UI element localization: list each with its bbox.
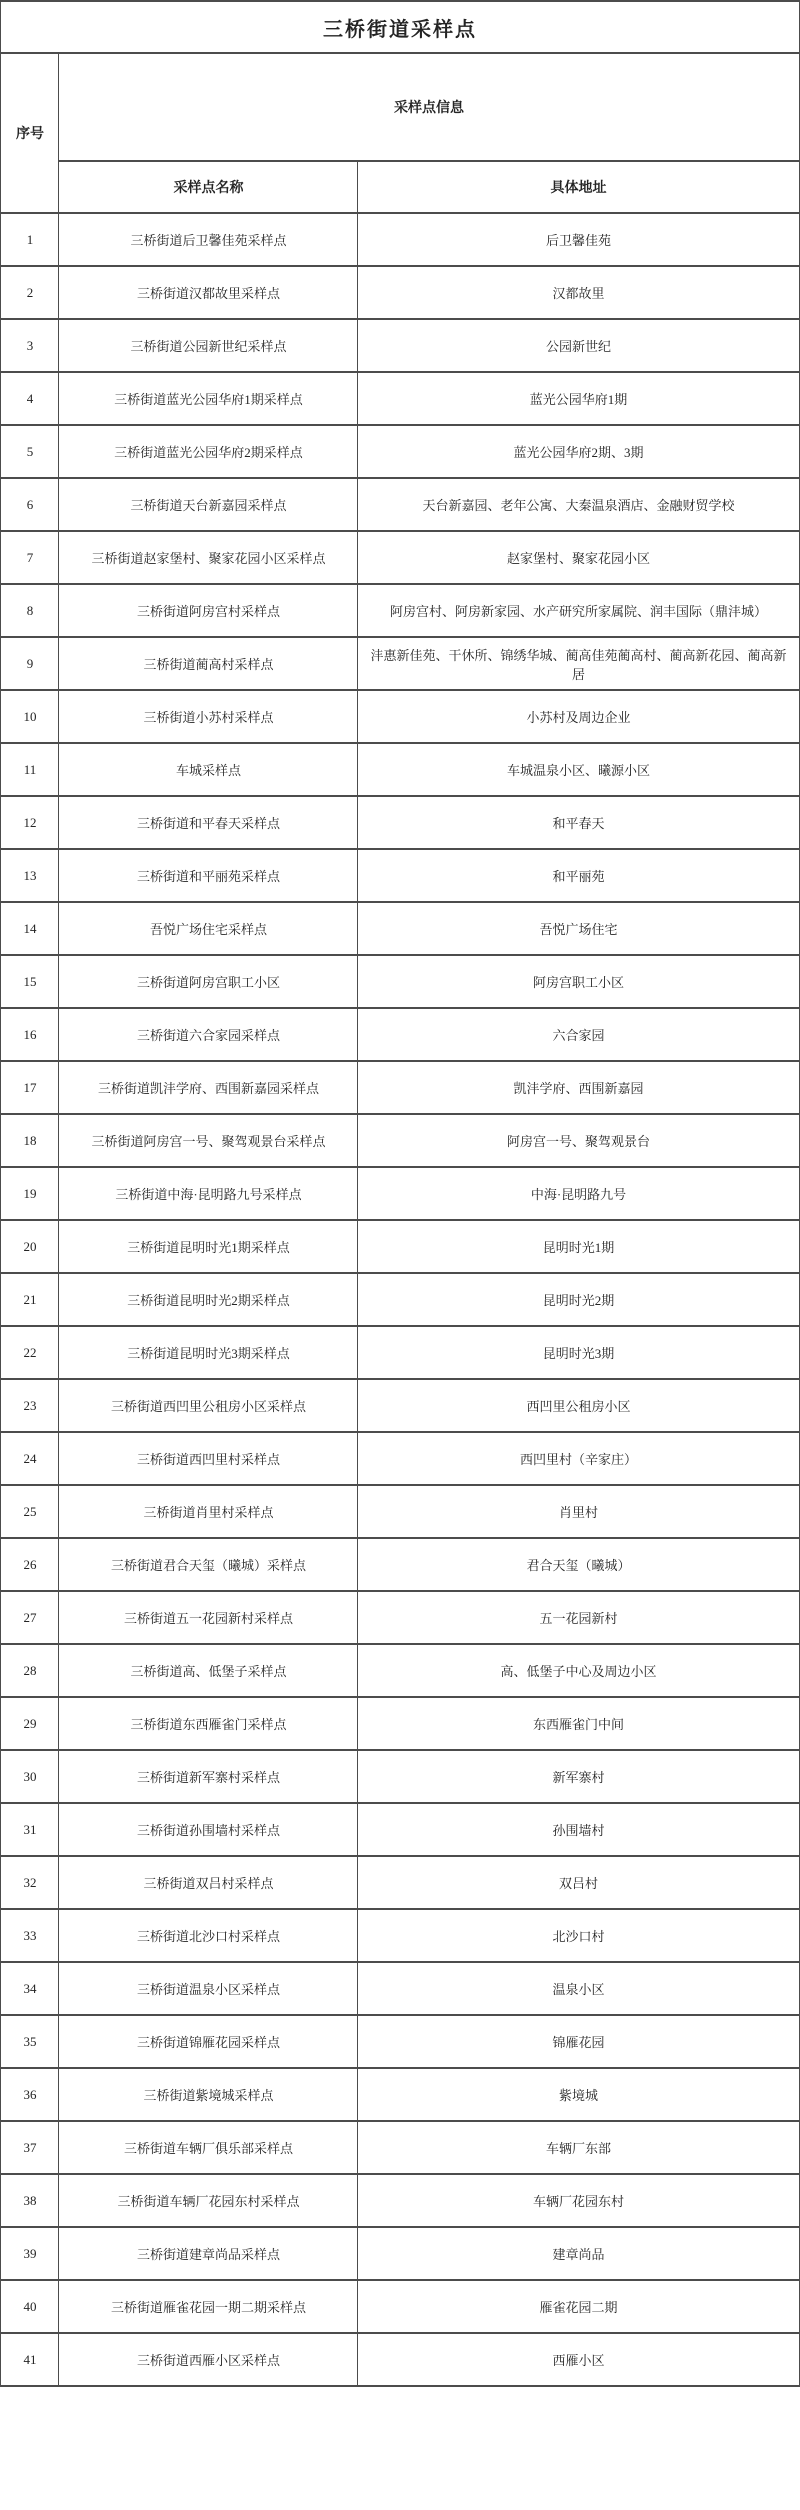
row-name: 三桥街道公园新世纪采样点 (59, 319, 358, 372)
row-address: 阿房宫村、阿房新家园、水产研究所家属院、润丰国际（鼎沣城） (358, 584, 799, 637)
row-address: 汉都故里 (358, 266, 799, 319)
table-row (1, 2333, 799, 2386)
row-serial: 23 (1, 1379, 59, 1432)
row-address: 阿房宫职工小区 (358, 955, 799, 1008)
row-name: 三桥街道蔺高村采样点 (59, 637, 358, 690)
row-address: 双吕村 (358, 1856, 799, 1909)
row-address: 阿房宫一号、聚驾观景台 (358, 1114, 799, 1167)
row-name: 车城采样点 (59, 743, 358, 796)
row-address: 君合天玺（曦城） (358, 1538, 799, 1591)
row-serial: 35 (1, 2015, 59, 2068)
row-name: 三桥街道西雁小区采样点 (59, 2333, 358, 2386)
row-name: 三桥街道双吕村采样点 (59, 1856, 358, 1909)
row-name: 三桥街道车辆厂花园东村采样点 (59, 2174, 358, 2227)
row-name: 三桥街道阿房宫村采样点 (59, 584, 358, 637)
row-name: 三桥街道蓝光公园华府2期采样点 (59, 425, 358, 478)
row-name: 三桥街道阿房宫一号、聚驾观景台采样点 (59, 1114, 358, 1167)
row-address: 和平春天 (358, 796, 799, 849)
row-serial: 10 (1, 690, 59, 743)
table-row (1, 1273, 799, 1326)
row-name: 三桥街道雁雀花园一期二期采样点 (59, 2280, 358, 2333)
row-name: 三桥街道后卫馨佳苑采样点 (59, 213, 358, 266)
row-address: 和平丽苑 (358, 849, 799, 902)
table-row (1, 1591, 799, 1644)
row-serial: 22 (1, 1326, 59, 1379)
row-address: 沣惠新佳苑、干休所、锦绣华城、蔺高佳苑蔺高村、蔺高新花园、蔺高新居 (358, 637, 799, 690)
row-name: 三桥街道孙围墙村采样点 (59, 1803, 358, 1856)
table-row (1, 478, 799, 531)
row-serial: 24 (1, 1432, 59, 1485)
row-serial: 19 (1, 1167, 59, 1220)
row-address: 车城温泉小区、曦源小区 (358, 743, 799, 796)
table-row (1, 266, 799, 319)
header-serial: 序号 (1, 53, 59, 213)
row-serial: 12 (1, 796, 59, 849)
row-serial: 41 (1, 2333, 59, 2386)
row-serial: 36 (1, 2068, 59, 2121)
row-name: 三桥街道高、低堡子采样点 (59, 1644, 358, 1697)
table-row (1, 1856, 799, 1909)
row-serial: 6 (1, 478, 59, 531)
header-point-name: 采样点名称 (59, 161, 358, 213)
row-address: 孙围墙村 (358, 1803, 799, 1856)
row-address: 蓝光公园华府1期 (358, 372, 799, 425)
row-name: 三桥街道肖里村采样点 (59, 1485, 358, 1538)
row-address: 新军寨村 (358, 1750, 799, 1803)
table-row (1, 849, 799, 902)
row-serial: 11 (1, 743, 59, 796)
row-name: 三桥街道东西雁雀门采样点 (59, 1697, 358, 1750)
row-name: 三桥街道西凹里公租房小区采样点 (59, 1379, 358, 1432)
row-address: 吾悦广场住宅 (358, 902, 799, 955)
row-name: 三桥街道昆明时光2期采样点 (59, 1273, 358, 1326)
row-address: 中海·昆明路九号 (358, 1167, 799, 1220)
row-serial: 3 (1, 319, 59, 372)
table-row (1, 1220, 799, 1273)
table-row (1, 1644, 799, 1697)
row-name: 三桥街道新军寨村采样点 (59, 1750, 358, 1803)
table-row (1, 2121, 799, 2174)
row-name: 三桥街道中海·昆明路九号采样点 (59, 1167, 358, 1220)
table-row (1, 1432, 799, 1485)
table-row (1, 2068, 799, 2121)
row-serial: 29 (1, 1697, 59, 1750)
table-row (1, 1909, 799, 1962)
row-serial: 25 (1, 1485, 59, 1538)
table-row (1, 213, 799, 266)
row-serial: 40 (1, 2280, 59, 2333)
row-name: 三桥街道天台新嘉园采样点 (59, 478, 358, 531)
row-serial: 20 (1, 1220, 59, 1273)
header-row-sub (1, 161, 799, 213)
row-name: 三桥街道凯沣学府、西围新嘉园采样点 (59, 1061, 358, 1114)
row-serial: 2 (1, 266, 59, 319)
row-serial: 33 (1, 1909, 59, 1962)
table-row (1, 1485, 799, 1538)
row-serial: 4 (1, 372, 59, 425)
header-sampling-info: 采样点信息 (59, 53, 799, 161)
row-serial: 39 (1, 2227, 59, 2280)
table-row (1, 2227, 799, 2280)
table-row (1, 372, 799, 425)
row-address: 北沙口村 (358, 1909, 799, 1962)
row-address: 建章尚品 (358, 2227, 799, 2280)
row-address: 西雁小区 (358, 2333, 799, 2386)
row-name: 三桥街道蓝光公园华府1期采样点 (59, 372, 358, 425)
row-name: 三桥街道和平春天采样点 (59, 796, 358, 849)
row-address: 车辆厂东部 (358, 2121, 799, 2174)
row-address: 高、低堡子中心及周边小区 (358, 1644, 799, 1697)
row-name: 三桥街道车辆厂俱乐部采样点 (59, 2121, 358, 2174)
row-serial: 17 (1, 1061, 59, 1114)
row-serial: 38 (1, 2174, 59, 2227)
table-row (1, 1061, 799, 1114)
table-row (1, 637, 799, 690)
row-serial: 31 (1, 1803, 59, 1856)
table-row (1, 1962, 799, 2015)
row-serial: 1 (1, 213, 59, 266)
row-serial: 8 (1, 584, 59, 637)
row-address: 蓝光公园华府2期、3期 (358, 425, 799, 478)
table-row (1, 1008, 799, 1061)
table-row (1, 1167, 799, 1220)
header-address: 具体地址 (358, 161, 799, 213)
row-serial: 7 (1, 531, 59, 584)
table-row (1, 425, 799, 478)
row-name: 三桥街道阿房宫职工小区 (59, 955, 358, 1008)
row-serial: 5 (1, 425, 59, 478)
row-name: 三桥街道赵家堡村、聚家花园小区采样点 (59, 531, 358, 584)
row-name: 三桥街道小苏村采样点 (59, 690, 358, 743)
row-name: 三桥街道君合天玺（曦城）采样点 (59, 1538, 358, 1591)
table-row (1, 319, 799, 372)
row-address: 西凹里村（辛家庄） (358, 1432, 799, 1485)
row-serial: 21 (1, 1273, 59, 1326)
table-title-row (1, 1, 799, 53)
table-row (1, 2280, 799, 2333)
row-address: 公园新世纪 (358, 319, 799, 372)
table-row (1, 1326, 799, 1379)
row-serial: 26 (1, 1538, 59, 1591)
row-serial: 32 (1, 1856, 59, 1909)
row-address: 五一花园新村 (358, 1591, 799, 1644)
row-name: 三桥街道锦雁花园采样点 (59, 2015, 358, 2068)
table-row (1, 955, 799, 1008)
table-row (1, 1379, 799, 1432)
table-row (1, 690, 799, 743)
row-address: 紫境城 (358, 2068, 799, 2121)
row-serial: 14 (1, 902, 59, 955)
header-row-info (1, 53, 799, 161)
row-address: 昆明时光3期 (358, 1326, 799, 1379)
row-serial: 28 (1, 1644, 59, 1697)
row-name: 三桥街道北沙口村采样点 (59, 1909, 358, 1962)
row-address: 温泉小区 (358, 1962, 799, 2015)
row-name: 三桥街道昆明时光1期采样点 (59, 1220, 358, 1273)
row-name: 三桥街道紫境城采样点 (59, 2068, 358, 2121)
table-row (1, 1697, 799, 1750)
row-serial: 37 (1, 2121, 59, 2174)
table-row (1, 2174, 799, 2227)
row-address: 西凹里公租房小区 (358, 1379, 799, 1432)
row-address: 昆明时光2期 (358, 1273, 799, 1326)
row-address: 凯沣学府、西围新嘉园 (358, 1061, 799, 1114)
table-row (1, 902, 799, 955)
table-row (1, 2015, 799, 2068)
row-serial: 18 (1, 1114, 59, 1167)
row-address: 小苏村及周边企业 (358, 690, 799, 743)
row-address: 东西雁雀门中间 (358, 1697, 799, 1750)
table-row (1, 584, 799, 637)
row-name: 三桥街道汉都故里采样点 (59, 266, 358, 319)
row-name: 三桥街道温泉小区采样点 (59, 1962, 358, 2015)
row-address: 雁雀花园二期 (358, 2280, 799, 2333)
table-row (1, 531, 799, 584)
table-body (1, 213, 799, 2386)
row-address: 锦雁花园 (358, 2015, 799, 2068)
row-name: 三桥街道建章尚品采样点 (59, 2227, 358, 2280)
row-address: 天台新嘉园、老年公寓、大秦温泉酒店、金融财贸学校 (358, 478, 799, 531)
row-name: 三桥街道六合家园采样点 (59, 1008, 358, 1061)
table-row (1, 743, 799, 796)
row-serial: 9 (1, 637, 59, 690)
row-serial: 27 (1, 1591, 59, 1644)
row-name: 三桥街道和平丽苑采样点 (59, 849, 358, 902)
row-address: 肖里村 (358, 1485, 799, 1538)
row-serial: 30 (1, 1750, 59, 1803)
row-address: 车辆厂花园东村 (358, 2174, 799, 2227)
row-address: 六合家园 (358, 1008, 799, 1061)
row-address: 后卫馨佳苑 (358, 213, 799, 266)
row-serial: 13 (1, 849, 59, 902)
table-title: 三桥街道采样点 (1, 1, 799, 53)
table-row (1, 1538, 799, 1591)
table-row (1, 1750, 799, 1803)
row-name: 三桥街道昆明时光3期采样点 (59, 1326, 358, 1379)
row-serial: 34 (1, 1962, 59, 2015)
row-address: 赵家堡村、聚家花园小区 (358, 531, 799, 584)
row-serial: 15 (1, 955, 59, 1008)
row-serial: 16 (1, 1008, 59, 1061)
row-name: 三桥街道五一花园新村采样点 (59, 1591, 358, 1644)
table-row (1, 1114, 799, 1167)
table-row (1, 1803, 799, 1856)
table-row (1, 796, 799, 849)
row-name: 吾悦广场住宅采样点 (59, 902, 358, 955)
row-name: 三桥街道西凹里村采样点 (59, 1432, 358, 1485)
row-address: 昆明时光1期 (358, 1220, 799, 1273)
